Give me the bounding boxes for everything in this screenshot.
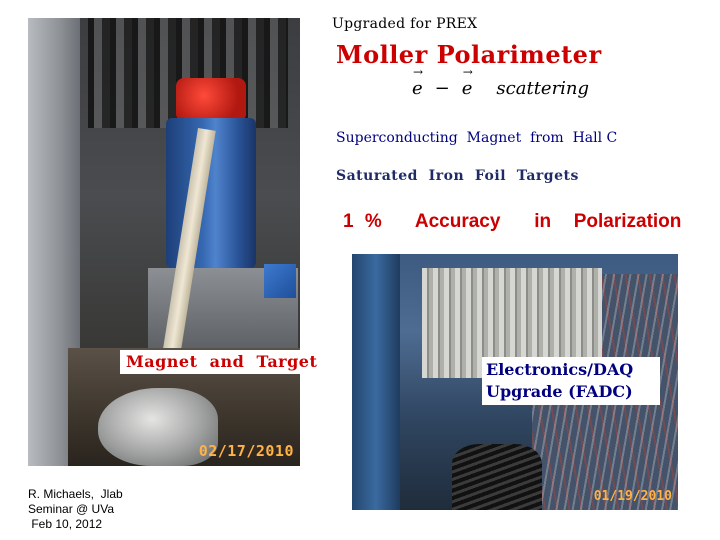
particle-left: → e: [412, 78, 423, 99]
bullet-accuracy: 1 % Accuracy in Polarization: [343, 211, 682, 232]
slide-header: Upgraded for PREX: [332, 16, 478, 32]
caption-electronics-line1: Electronics/DAQ: [486, 360, 634, 379]
magnet-target-photo: [28, 18, 300, 466]
credit-author: R. Michaels, Jlab: [28, 487, 123, 501]
caption-magnet-target: Magnet and Target: [120, 350, 323, 374]
photo-date-stamp: 02/17/2010: [198, 442, 294, 460]
reaction-formula: [412, 78, 589, 99]
reaction-operator: −: [434, 78, 450, 99]
bullet-magnet: Superconducting Magnet from Hall C: [336, 130, 618, 146]
photo-rack-frame: [352, 254, 400, 510]
photo-blue-box: [264, 264, 296, 298]
particle-right: → e: [462, 78, 473, 99]
author-credit: [28, 487, 138, 536]
caption-electronics-line2: Upgrade (FADC): [486, 382, 633, 401]
credit-date: Feb 10, 2012: [28, 517, 103, 531]
photo-date-stamp: 01/19/2010: [593, 489, 672, 504]
photo-ribbon-cable: [452, 444, 542, 510]
photo-red-cap: [176, 78, 246, 122]
credit-venue: Seminar @ UVa: [28, 502, 114, 516]
caption-electronics: [482, 357, 660, 405]
bullet-targets: Saturated Iron Foil Targets: [336, 168, 579, 184]
slide-title: Moller Polarimeter: [336, 40, 602, 69]
reaction-word: scattering: [496, 78, 590, 99]
